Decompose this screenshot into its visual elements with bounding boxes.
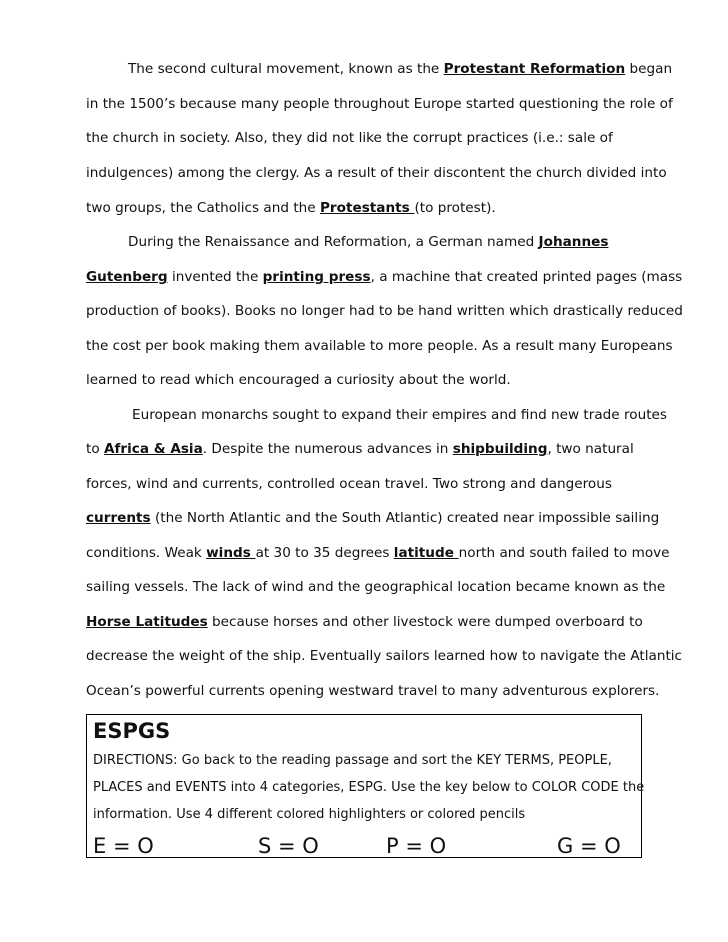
text: . Despite the numerous advances in bbox=[202, 441, 453, 457]
directions-line-1: DIRECTIONS: Go back to the reading passage and sort the KEY TERMS, PEOPLE, bbox=[93, 753, 612, 768]
p3-line-4 bbox=[86, 509, 659, 527]
text: , a machine that created printed pages (mass bbox=[370, 269, 683, 285]
p3-line-8: decrease the weight of the ship. Eventually sailors learned how to navigate the Atlantic bbox=[86, 648, 683, 664]
key-term-shipbuilding: shipbuilding bbox=[452, 441, 548, 457]
p2-line-2 bbox=[86, 268, 682, 286]
text: because horses and other livestock were dumped overboard to bbox=[207, 614, 643, 630]
color-key-e: E = O bbox=[93, 834, 154, 858]
text: (to protest). bbox=[414, 200, 496, 216]
p1-line-3: the church in society. Also, they did not like the corrupt practices (i.e.: sale of bbox=[86, 130, 613, 146]
key-term-protestants: Protestants bbox=[319, 200, 415, 216]
p2-line-5: learned to read which encouraged a curiosity about the world. bbox=[86, 372, 511, 388]
key-term-gutenberg: Gutenberg bbox=[86, 269, 168, 285]
text: conditions. Weak bbox=[86, 545, 207, 561]
p2-line-3: production of books). Books no longer had to be hand written which drastically reduced bbox=[86, 303, 683, 319]
directions-line-3: information. Use 4 different colored highlighters or colored pencils bbox=[93, 807, 526, 822]
key-term-horse-latitudes: Horse Latitudes bbox=[86, 614, 208, 630]
key-term-printing-press: printing press bbox=[262, 269, 371, 285]
text: two groups, the Catholics and the bbox=[86, 200, 320, 216]
p3-line-3: forces, wind and currents, controlled ocean travel. Two strong and dangerous bbox=[86, 476, 612, 492]
p1-line-5 bbox=[86, 199, 496, 217]
p3-line-6: sailing vessels. The lack of wind and the geographical location became known as the bbox=[86, 579, 666, 595]
p2-line-4: the cost per book making them available to more people. As a result many Europeans bbox=[86, 338, 673, 354]
text: The second cultural movement, known as the bbox=[128, 61, 444, 77]
p3-line-5 bbox=[86, 544, 670, 562]
text: , two natural bbox=[547, 441, 634, 457]
text: invented the bbox=[167, 269, 263, 285]
text: at 30 to 35 degrees bbox=[255, 545, 394, 561]
p3-line-9: Ocean’s powerful currents opening westward travel to many adventurous explorers. bbox=[86, 683, 660, 699]
p3-line-2 bbox=[86, 440, 634, 458]
color-key-g: G = O bbox=[557, 834, 621, 858]
key-term-johannes: Johannes bbox=[538, 234, 609, 250]
p1-line-4: indulgences) among the clergy. As a result of their discontent the church divided into bbox=[86, 165, 667, 181]
p1-line-1 bbox=[128, 60, 672, 78]
key-term-latitude: latitude bbox=[393, 545, 459, 561]
text: During the Renaissance and Reformation, a German named bbox=[128, 234, 539, 250]
p1-line-2: in the 1500’s because many people throughout Europe started questioning the role of bbox=[86, 96, 673, 112]
text: north and south failed to move bbox=[458, 545, 670, 561]
p3-line-7 bbox=[86, 613, 643, 631]
text: to bbox=[86, 441, 104, 457]
color-key-p: P = O bbox=[386, 834, 447, 858]
text: (the North Atlantic and the South Atlantic) created near impossible sailing bbox=[150, 510, 660, 526]
text: began bbox=[625, 61, 673, 77]
p3-line-1: European monarchs sought to expand their empires and find new trade routes bbox=[132, 407, 667, 423]
key-term-protestant-reformation: Protestant Reformation bbox=[443, 61, 626, 77]
key-term-winds: winds bbox=[206, 545, 256, 561]
key-term-currents: currents bbox=[86, 510, 151, 526]
key-term-africa-asia: Africa & Asia bbox=[103, 441, 203, 457]
espgs-title: ESPGS bbox=[93, 719, 171, 743]
color-key-s: S = O bbox=[258, 834, 319, 858]
directions-line-2: PLACES and EVENTS into 4 categories, ESPG. Use the key below to COLOR CODE the bbox=[93, 780, 645, 795]
espgs-directions-box bbox=[86, 714, 645, 858]
p2-line-1 bbox=[128, 233, 608, 251]
